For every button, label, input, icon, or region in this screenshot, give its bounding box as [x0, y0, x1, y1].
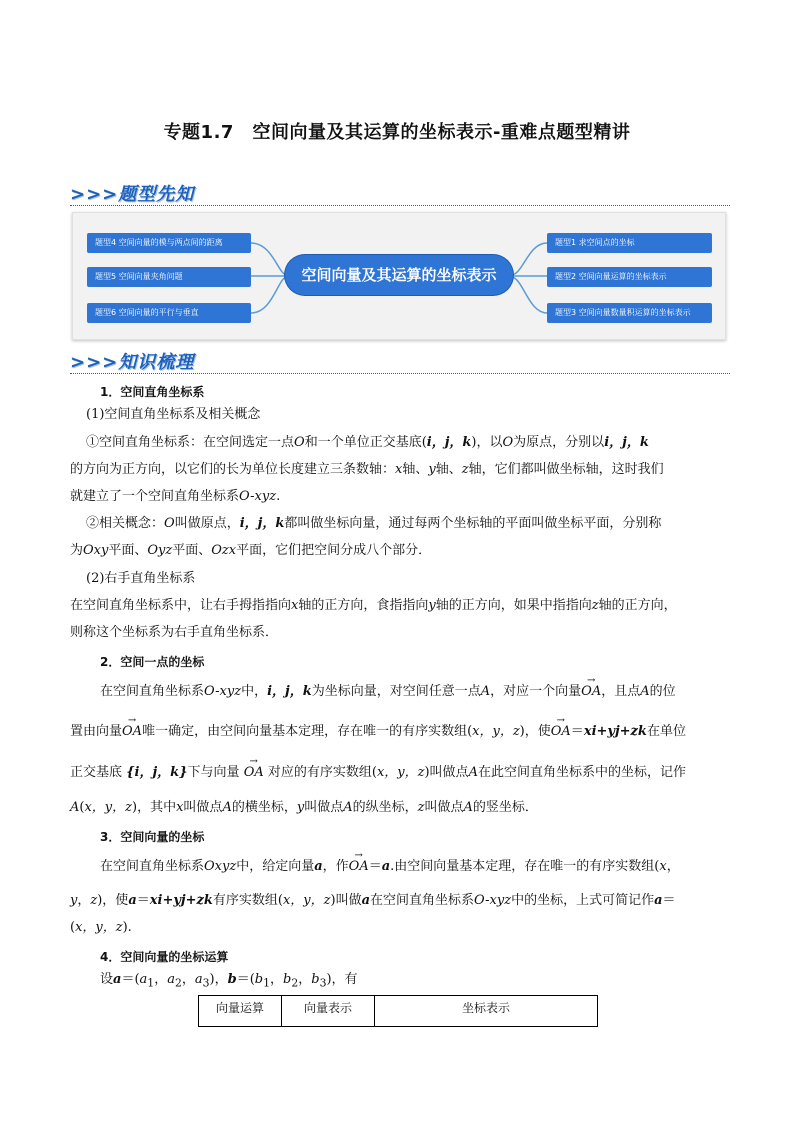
table-header-cell: 坐标表示 [375, 996, 598, 1027]
paragraph-line: (x，y，z). [70, 920, 132, 935]
paragraph-line: 为Oxy平面、Oyz平面、Ozx平面，它们把空间分成八个部分． [70, 543, 432, 558]
paragraph-line: 在空间直角坐标系O-xyz中，i，j，k为坐标向量，对空间任意一点A，对应一个向量→ OA，且点A的位 [100, 683, 676, 701]
paragraph-line: A(x，y，z)，其中x叫做点A的横坐标，y叫做点A的纵坐标，z叫做点A的竖坐标． [70, 800, 538, 815]
subheading-1-2: (2)右手直角坐标系 [86, 571, 196, 586]
mindmap-node-type3: 题型3 空间向量数量积运算的坐标表示 [547, 303, 712, 323]
section-banner-question-types [70, 180, 730, 206]
mindmap-node-type2: 题型2 空间向量运算的坐标表示 [547, 267, 712, 287]
section-heading-1: 1．空间直角坐标系 [100, 385, 205, 399]
paragraph-line: 则称这个坐标系为右手直角坐标系． [70, 625, 279, 640]
dotted-divider [70, 205, 730, 206]
paragraph-line: 设$a=(a_1$，$a_2$，$a_3$)，$b=(b_1$，$b_2$，$b_3$)，有 [100, 972, 358, 990]
page-title: 专题1.7 空间向量及其运算的坐标表示-重难点题型精讲 [163, 122, 631, 143]
paragraph-line: ②相关概念：O叫做原点，i，j，k都叫做坐标向量，通过每两个坐标轴的平面叫做坐标平面，分别称 [86, 516, 662, 531]
section-banner-knowledge [70, 348, 730, 374]
mindmap-node-type4: 题型4 空间向量的模与两点间的距离 [87, 233, 251, 253]
paragraph-line: 的方向为正方向，以它们的长为单位长度建立三条数轴：x轴、y轴、z轴，它们都叫做坐标轴，这时我们 [70, 462, 664, 477]
paragraph-line: 在空间直角坐标系中，让右手拇指指向x轴的正方向，食指指向y轴的正方向，如果中指指向z轴的正方向， [70, 598, 677, 613]
paragraph-line: 正交基底 {i，j，k}下与向量 → OA 对应的有序实数组(x，y，z)叫做点A在此空间直角坐标系中的坐标，记作 [70, 764, 686, 782]
paragraph-line: 就建立了一个空间直角坐标系O-xyz. [70, 489, 281, 504]
paragraph-line: y，z)，使a＝xi+yj+zk有序实数组(x，y，z)叫做a在空间直角坐标系O-xyz中的坐标，上式可简记作a＝ [70, 893, 676, 908]
paragraph-line: 置由向量→ OA唯一确定，由空间向量基本定理，存在唯一的有序实数组(x，y，z)，使→ OA＝xi+yj+zk在单位 [70, 723, 686, 741]
banner-label: >>>知识梳理 [70, 352, 195, 373]
subheading-1-1: (1)空间直角坐标系及相关概念 [86, 407, 261, 422]
coordinate-operations-table [198, 995, 598, 1027]
table-header-row [199, 996, 598, 1027]
table-header-cell: 向量运算 [199, 996, 282, 1027]
section-heading-3: 3．空间向量的坐标 [100, 830, 205, 844]
mind-map [72, 212, 726, 340]
paragraph-line: ①空间直角坐标系：在空间选定一点O和一个单位正交基底(i，j，k)，以O为原点，分别以i，j，k [86, 435, 649, 450]
mindmap-node-type1: 题型1 求空间点的坐标 [547, 233, 712, 253]
mindmap-center-node: 空间向量及其运算的坐标表示 [285, 255, 513, 295]
section-heading-2: 2．空间一点的坐标 [100, 655, 205, 669]
section-heading-4: 4．空间向量的坐标运算 [100, 950, 229, 964]
mindmap-node-type5: 题型5 空间向量夹角问题 [87, 267, 251, 287]
mindmap-node-type6: 题型6 空间向量的平行与垂直 [87, 303, 251, 323]
table-header-cell: 向量表示 [282, 996, 375, 1027]
banner-label: >>>题型先知 [70, 184, 195, 205]
paragraph-line: 在空间直角坐标系Oxyz中，给定向量a，作→ OA＝a.由空间向量基本定理，存在唯一的有序实数组(x， [100, 858, 680, 876]
dotted-divider [70, 373, 730, 374]
